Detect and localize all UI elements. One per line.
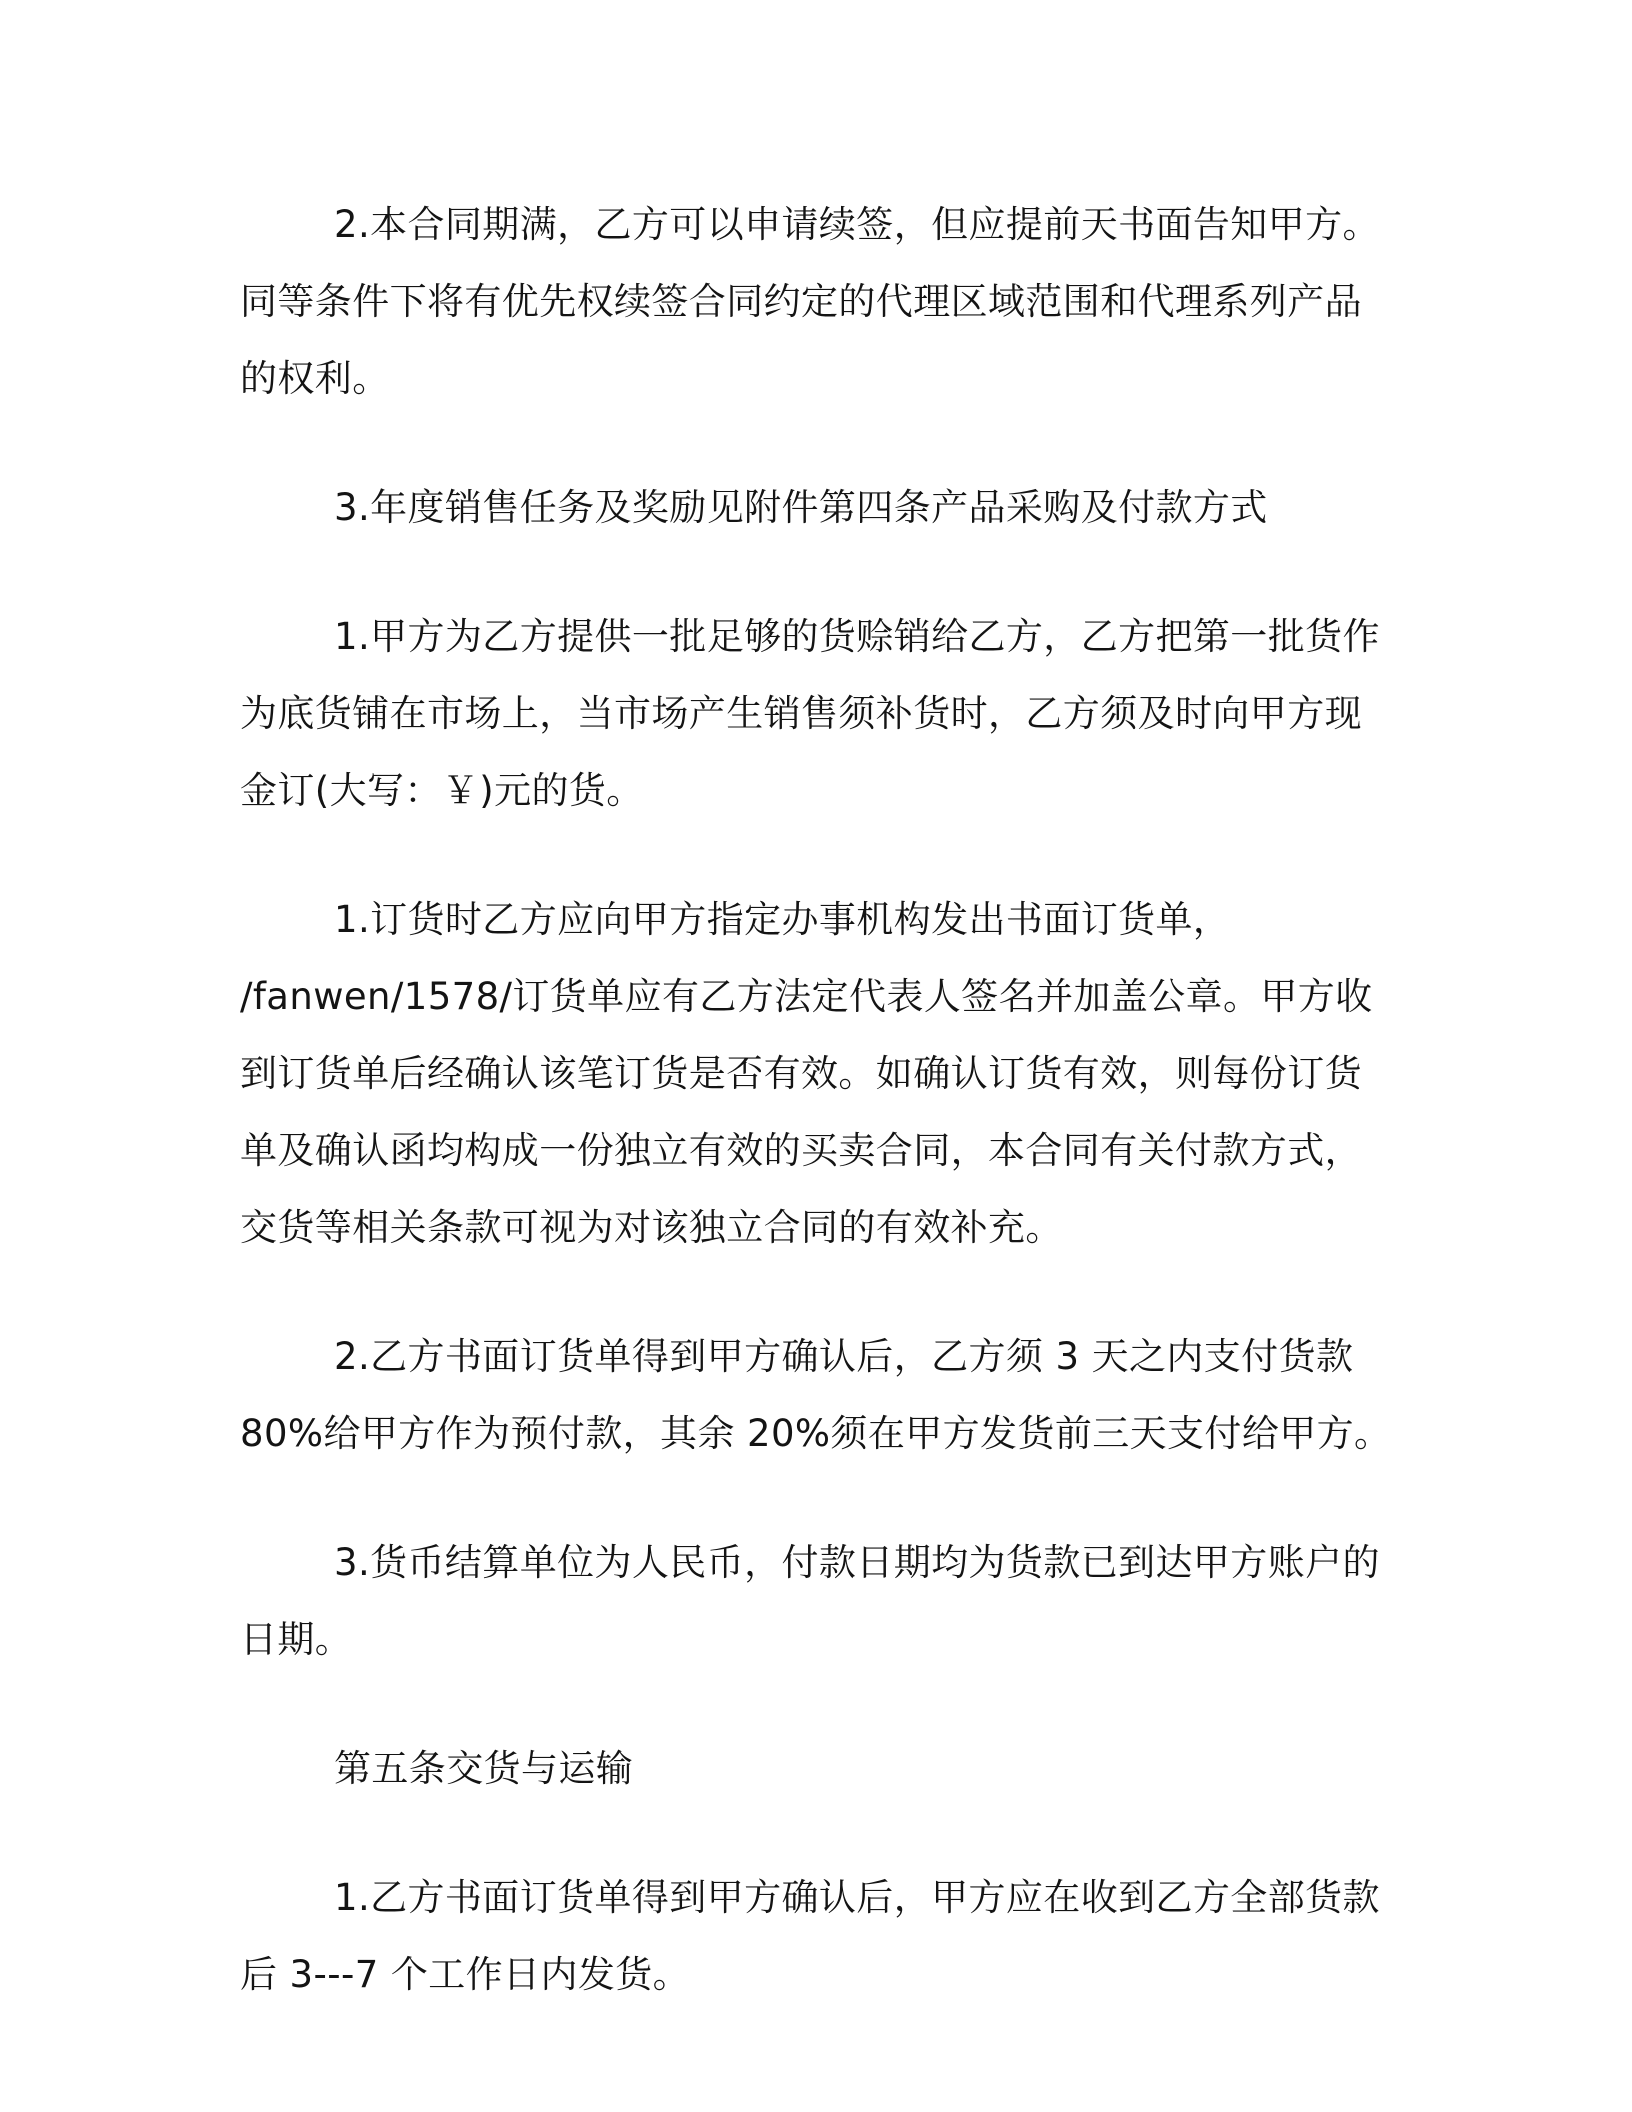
paragraph-annual-sales (240, 469, 1380, 546)
text-line: 交货等相关条款可视为对该独立合同的有效补充。 (240, 1206, 1063, 1249)
text-line: 1.甲方为乙方提供一批足够的货赊销给乙方，乙方把第一批货作 (334, 615, 1380, 658)
text-line: 日期。 (240, 1618, 353, 1661)
paragraph-credit-goods (240, 598, 1380, 829)
text-line: 2.乙方书面订货单得到甲方确认后，乙方须 3 天之内支付货款 (334, 1335, 1354, 1378)
text-line: /fanwen/1578/订货单应有乙方法定代表人签名并加盖公章。甲方收 (240, 975, 1373, 1018)
text-line: 到订货单后经确认该笔订货是否有效。如确认订货有效，则每份订货 (240, 1052, 1362, 1095)
text-line: 金订(大写：￥)元的货。 (240, 769, 644, 812)
text-line: 为底货铺在市场上，当市场产生销售须补货时，乙方须及时向甲方现 (240, 692, 1362, 735)
section-heading-delivery (240, 1730, 1380, 1807)
paragraph-currency (240, 1524, 1380, 1678)
text-line: 3.货币结算单位为人民币，付款日期均为货款已到达甲方账户的 (334, 1541, 1380, 1584)
text-line: 3.年度销售任务及奖励见附件第四条产品采购及付款方式 (334, 486, 1268, 529)
paragraph-shipping (240, 1859, 1380, 2013)
text-line: 的权利。 (240, 357, 390, 400)
text-line: 同等条件下将有优先权续签合同约定的代理区域范围和代理系列产品 (240, 280, 1362, 323)
text-line: 2.本合同期满，乙方可以申请续签，但应提前天书面告知甲方。 (334, 203, 1380, 246)
text-line: 1.订货时乙方应向甲方指定办事机构发出书面订货单， (334, 898, 1231, 941)
text-line: 80%给甲方作为预付款，其余 20%须在甲方发货前三天支付给甲方。 (240, 1412, 1392, 1455)
paragraph-renewal (240, 186, 1380, 417)
text-line: 后 3---7 个工作日内发货。 (240, 1953, 691, 1996)
text-line: 第五条交货与运输 (334, 1747, 634, 1790)
paragraph-prepayment (240, 1318, 1392, 1472)
text-line: 单及确认函均构成一份独立有效的买卖合同，本合同有关付款方式， (240, 1129, 1362, 1172)
document-body (240, 186, 1392, 2013)
paragraph-order-form (240, 881, 1380, 1266)
text-line: 1.乙方书面订货单得到甲方确认后，甲方应在收到乙方全部货款 (334, 1876, 1380, 1919)
